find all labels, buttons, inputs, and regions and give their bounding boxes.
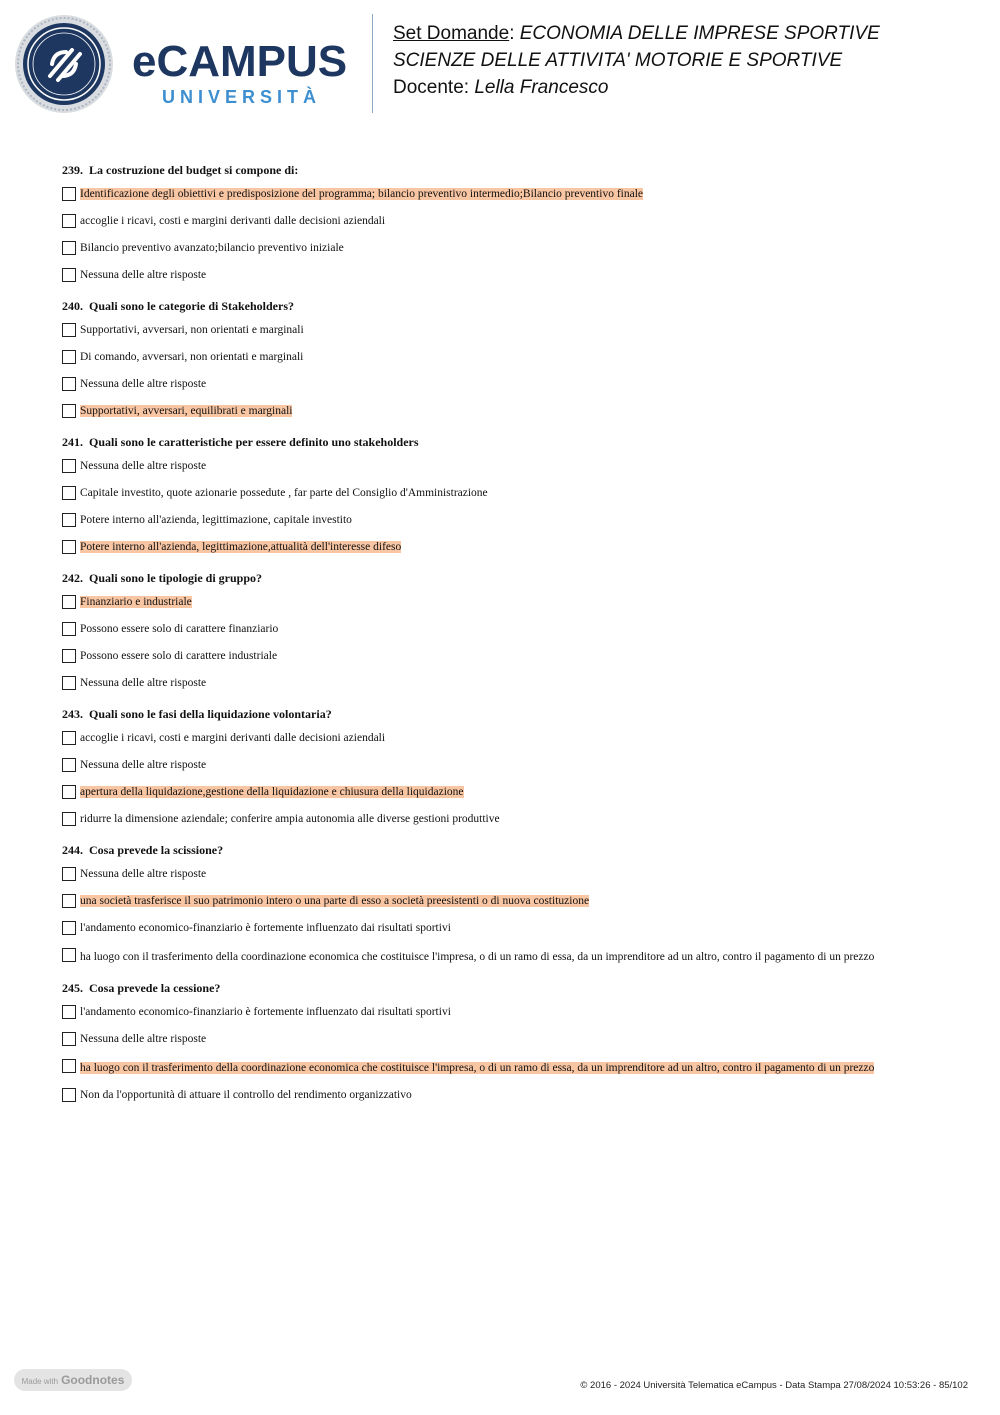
answer-text: Possono essere solo di carattere industriale [80, 650, 278, 662]
answer-option [62, 187, 894, 202]
seal-icon [14, 14, 114, 114]
question-text: Cosa prevede la cessione? [89, 981, 221, 995]
answer-checkbox[interactable] [62, 214, 76, 228]
answer-text: Di comando, avversari, non orientati e marginali [80, 351, 304, 363]
question-number: 241. [62, 435, 83, 449]
answer-text: accoglie i ricavi, costi e margini derivanti dalle decisioni aziendali [80, 732, 386, 744]
answer-option [62, 894, 894, 909]
correct-answer-text: una società trasferisce il suo patrimonio intero o una parte di esso a società preesistenti o di nuova costituzione [80, 895, 590, 907]
question-text: Quali sono le tipologie di gruppo? [89, 571, 263, 585]
answer-option [62, 1032, 894, 1047]
answer-text: Nessuna delle altre risposte [80, 460, 207, 472]
answer-option [62, 513, 894, 528]
ecampus-seal-logo [14, 14, 114, 114]
answer-text: ha luogo con il trasferimento della coordinazione economica che costituisce l'impresa, o di un ramo di essa, da un imprenditore ad un altro, contro il pagamento di un prezzo [80, 951, 875, 963]
answer-checkbox[interactable] [62, 540, 76, 554]
answer-option [62, 486, 894, 501]
answer-option [62, 377, 894, 392]
docente-label: Docente: [393, 77, 470, 98]
question-block [62, 570, 894, 691]
correct-answer-text: Finanziario e industriale [80, 596, 192, 608]
question-block [62, 434, 894, 555]
question-number: 245. [62, 981, 83, 995]
answer-checkbox[interactable] [62, 622, 76, 636]
answer-option [62, 595, 894, 610]
course-degree: SCIENZE DELLE ATTIVITA' MOTORIE E SPORTIVE [393, 50, 843, 71]
question-text: La costruzione del budget si compone di: [89, 163, 299, 177]
question-block [62, 298, 894, 419]
question-block [62, 162, 894, 283]
answer-option [62, 350, 894, 365]
answer-option [62, 459, 894, 474]
answer-option [62, 758, 894, 773]
question-number: 242. [62, 571, 83, 585]
course-title: ECONOMIA DELLE IMPRESE SPORTIVE [519, 23, 880, 44]
answer-checkbox[interactable] [62, 241, 76, 255]
question-text: Quali sono le categorie di Stakeholders? [89, 299, 294, 313]
correct-answer-text: Identificazione degli obiettivi e predisposizione del programma; bilancio preventivo intermedio;Bilancio preventivo finale [80, 188, 644, 200]
answer-option [62, 214, 894, 229]
question-title [62, 298, 894, 314]
answer-checkbox[interactable] [62, 948, 76, 962]
answer-option [62, 649, 894, 664]
answer-checkbox[interactable] [62, 731, 76, 745]
docente-name: Lella Francesco [474, 77, 609, 98]
answer-checkbox[interactable] [62, 676, 76, 690]
question-number: 244. [62, 843, 83, 857]
answer-checkbox[interactable] [62, 1088, 76, 1102]
answer-checkbox[interactable] [62, 1032, 76, 1046]
header-divider [372, 14, 373, 113]
question-text: Quali sono le fasi della liquidazione volontaria? [89, 707, 332, 721]
answer-checkbox[interactable] [62, 867, 76, 881]
question-number: 243. [62, 707, 83, 721]
answer-text: Nessuna delle altre risposte [80, 868, 207, 880]
answer-text: Nessuna delle altre risposte [80, 677, 207, 689]
answer-text: Possono essere solo di carattere finanziario [80, 623, 279, 635]
answer-option [62, 948, 894, 965]
answer-text: Supportativi, avversari, non orientati e marginali [80, 324, 304, 336]
answer-text: l'andamento economico-finanziario è fortemente influenzato dai risultati sportivi [80, 922, 451, 934]
question-block [62, 842, 894, 965]
answer-option [62, 323, 894, 338]
answer-option [62, 867, 894, 882]
question-block [62, 706, 894, 827]
answer-option [62, 1005, 894, 1020]
answer-option [62, 731, 894, 746]
answer-option [62, 404, 894, 419]
header-line-1: Set Domande: ECONOMIA DELLE IMPRESE SPORTIVE [393, 23, 880, 44]
answer-option [62, 241, 894, 256]
question-title [62, 706, 894, 722]
goodnotes-badge [14, 1369, 132, 1391]
question-title [62, 434, 894, 450]
answer-checkbox[interactable] [62, 649, 76, 663]
answer-checkbox[interactable] [62, 758, 76, 772]
answer-option [62, 622, 894, 637]
answer-option [62, 268, 894, 283]
question-title [62, 570, 894, 586]
question-number: 240. [62, 299, 83, 313]
answer-checkbox[interactable] [62, 513, 76, 527]
ecampus-wordmark [132, 38, 357, 112]
answer-text: Nessuna delle altre risposte [80, 378, 207, 390]
logo-sub-text: UNIVERSITÀ [162, 87, 322, 107]
question-block [62, 980, 894, 1103]
answer-option [62, 1059, 894, 1076]
answer-option [62, 676, 894, 691]
footer-copyright: © 2016 - 2024 Università Telematica eCampus - Data Stampa 27/08/2024 10:53:26 - 85/102 [580, 1380, 968, 1391]
answer-checkbox[interactable] [62, 350, 76, 364]
correct-answer-text: Potere interno all'azienda, legittimazione,attualità dell'interesse difeso [80, 541, 402, 553]
answer-text: Capitale investito, quote azionarie possedute , far parte del Consiglio d'Amministrazione [80, 487, 488, 499]
answer-checkbox[interactable] [62, 595, 76, 609]
answer-checkbox[interactable] [62, 921, 76, 935]
answer-text: Nessuna delle altre risposte [80, 269, 207, 281]
answer-option [62, 1088, 894, 1103]
made-with-text: Made with [21, 1377, 59, 1386]
answer-text: Non da l'opportunità di attuare il controllo del rendimento organizzativo [80, 1089, 412, 1101]
question-text: Cosa prevede la scissione? [89, 843, 224, 857]
answer-checkbox[interactable] [62, 459, 76, 473]
question-title [62, 842, 894, 858]
questions-list [62, 162, 894, 1118]
goodnotes-text: Goodnotes [61, 1373, 125, 1387]
answer-text: ridurre la dimensione aziendale; conferire ampia autonomia alle diverse gestioni produttive [80, 813, 500, 825]
correct-answer-text: Supportativi, avversari, equilibrati e marginali [80, 405, 293, 417]
question-title [62, 980, 894, 996]
answer-checkbox[interactable] [62, 785, 76, 799]
answer-checkbox[interactable] [62, 404, 76, 418]
answer-option [62, 785, 894, 800]
answer-checkbox[interactable] [62, 268, 76, 282]
answer-option [62, 921, 894, 936]
answer-checkbox[interactable] [62, 812, 76, 826]
logo-brand-text: eCAMPUS [132, 37, 348, 86]
answer-text: Nessuna delle altre risposte [80, 1033, 207, 1045]
answer-checkbox[interactable] [62, 187, 76, 201]
answer-option [62, 540, 894, 555]
answer-checkbox[interactable] [62, 1005, 76, 1019]
answer-text: Bilancio preventivo avanzato;bilancio preventivo iniziale [80, 242, 344, 254]
header-line-2 [393, 47, 880, 74]
set-label: Set Domande [393, 23, 510, 44]
correct-answer-text: apertura della liquidazione,gestione della liquidazione e chiusura della liquidazione [80, 786, 464, 798]
answer-checkbox[interactable] [62, 323, 76, 337]
answer-text: Nessuna delle altre risposte [80, 759, 207, 771]
answer-option [62, 812, 894, 827]
answer-checkbox[interactable] [62, 894, 76, 908]
question-text: Quali sono le caratteristiche per essere definito uno stakeholders [89, 435, 419, 449]
header-line-3 [393, 74, 880, 101]
question-number: 239. [62, 163, 83, 177]
answer-checkbox[interactable] [62, 486, 76, 500]
header-info [393, 20, 880, 101]
answer-text: accoglie i ricavi, costi e margini derivanti dalle decisioni aziendali [80, 215, 386, 227]
correct-answer-text: ha luogo con il trasferimento della coordinazione economica che costituisce l'impresa, o di un ramo di essa, da un imprenditore ad un altro, contro il pagamento di un prezzo [80, 1062, 875, 1074]
question-title [62, 162, 894, 178]
answer-text: l'andamento economico-finanziario è fortemente influenzato dai risultati sportivi [80, 1006, 451, 1018]
answer-checkbox[interactable] [62, 1059, 76, 1073]
answer-text: Potere interno all'azienda, legittimazione, capitale investito [80, 514, 352, 526]
answer-checkbox[interactable] [62, 377, 76, 391]
